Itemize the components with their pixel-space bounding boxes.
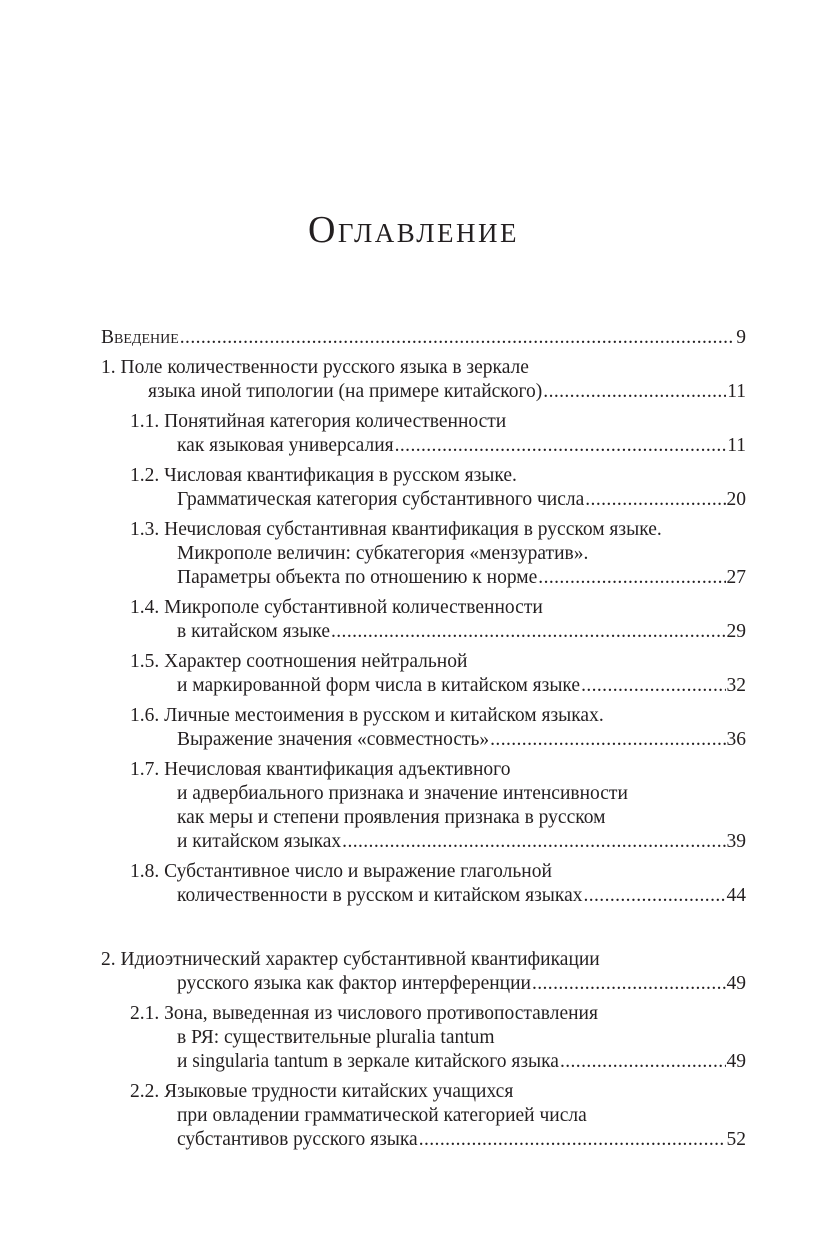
toc-page-number: 49 (726, 973, 746, 994)
toc-leader-dots (490, 728, 725, 752)
toc-entry-last-line (101, 326, 746, 350)
toc-entry-section-1-1[interactable] (101, 410, 746, 458)
toc-page-number: 44 (726, 885, 746, 906)
toc-entry-section-1-2[interactable] (101, 464, 746, 512)
toc-page-number: 32 (726, 675, 746, 696)
toc-entry-last-line (130, 488, 746, 512)
toc-entry-last-line (101, 972, 746, 996)
toc-entry-text: субстантивов русского языка (177, 1129, 418, 1150)
toc-entry-line: 1.3. Нечисловая субстантивная квантификация в русском языке. (130, 519, 662, 540)
toc-entry-line: 2.1. Зона, выведенная из числового противопоставления (130, 1003, 598, 1024)
toc-leader-dots (395, 434, 727, 458)
toc-entry-text: Параметры объекта по отношению к норме (177, 567, 538, 588)
toc-page-number: 49 (726, 1051, 746, 1072)
toc-entry-last-line (130, 620, 746, 644)
toc-page-number: 36 (726, 729, 746, 750)
toc-entry-section-2-1[interactable] (101, 1002, 746, 1074)
toc-leader-dots (532, 972, 726, 996)
toc-entry-line: при овладении грамматической категорией числа (177, 1105, 587, 1126)
toc-entry-last-line (130, 884, 746, 908)
toc-leader-dots (538, 566, 725, 590)
toc-leader-dots (331, 620, 726, 644)
toc-entry-line: 2. Идиоэтнический характер субстантивной квантификации (101, 949, 600, 970)
toc-entry-chapter-2[interactable] (101, 948, 746, 996)
toc-leader-dots (419, 1128, 726, 1152)
toc-entry-line: 1.5. Характер соотношения нейтральной (130, 651, 468, 672)
toc-leader-dots (583, 884, 725, 908)
toc-entry-section-2-2[interactable] (101, 1080, 746, 1152)
toc-entry-section-1-4[interactable] (101, 596, 746, 644)
toc-entry-line: 1.4. Микрополе субстантивной количественности (130, 597, 543, 618)
toc-entry-line: 1.6. Личные местоимения в русском и китайском языках. (130, 705, 604, 726)
toc-page-number: 27 (726, 567, 746, 588)
page-title: Оглавление (307, 209, 520, 251)
toc-entry-text: в китайском языке (177, 621, 330, 642)
toc-entry-section-1-3[interactable] (101, 518, 746, 590)
toc-leader-dots (543, 380, 726, 404)
toc-entry-section-1-8[interactable] (101, 860, 746, 908)
toc-entry-line: 1.1. Понятийная категория количественности (130, 411, 507, 432)
toc-entry-text: количественности в русском и китайском языках (177, 885, 583, 906)
toc-entry-section-1-7[interactable] (101, 758, 746, 854)
toc-entry-text: языка иной типологии (на примере китайского) (148, 381, 543, 402)
toc-entry-text: и singularia tantum в зеркале китайского языка (177, 1051, 559, 1072)
toc-entry-last-line (130, 1128, 746, 1152)
toc-page-number: 11 (727, 381, 746, 402)
toc-leader-dots (342, 830, 725, 854)
toc-entry-text: как языковая универсалия (177, 435, 394, 456)
toc-entry-text: и китайском языках (177, 831, 342, 852)
toc-entry-text: Введение (101, 327, 179, 348)
toc-entry-line: 1.7. Нечисловая квантификация адъективного (130, 759, 511, 780)
toc-entry-text: Грамматическая категория субстантивного числа (177, 489, 585, 510)
toc-page-number: 20 (726, 489, 746, 510)
toc-entry-line: 2.2. Языковые трудности китайских учащихся (130, 1081, 514, 1102)
table-of-contents (101, 326, 746, 1158)
toc-entry-last-line (101, 380, 746, 404)
toc-entry-introduction[interactable] (101, 326, 746, 350)
toc-entry-last-line (130, 434, 746, 458)
toc-page-number: 29 (726, 621, 746, 642)
toc-page-number: 11 (727, 435, 746, 456)
toc-leader-dots (585, 488, 725, 512)
toc-entry-section-1-5[interactable] (101, 650, 746, 698)
toc-entry-last-line (130, 728, 746, 752)
toc-page-number: 9 (736, 327, 746, 348)
toc-entry-last-line (130, 566, 746, 590)
toc-entry-section-1-6[interactable] (101, 704, 746, 752)
toc-entry-last-line (130, 1050, 746, 1074)
toc-entry-text: Выражение значения «совместность» (177, 729, 490, 750)
toc-entry-last-line (130, 830, 746, 854)
toc-entry-chapter-1[interactable] (101, 356, 746, 404)
toc-entry-line: 1.8. Субстантивное число и выражение глагольной (130, 861, 552, 882)
toc-leader-dots (560, 1050, 726, 1074)
toc-entry-line: как меры и степени проявления признака в русском (177, 807, 606, 828)
toc-entry-line: Микрополе величин: субкатегория «мензуратив». (177, 543, 589, 564)
toc-leader-dots (581, 674, 725, 698)
toc-entry-line: 1. Поле количественности русского языка в зеркале (101, 357, 529, 378)
toc-entry-line: в РЯ: существительные pluralia tantum (177, 1027, 495, 1048)
toc-page-number: 39 (726, 831, 746, 852)
toc-entry-text: русского языка как фактор интерференции (177, 973, 531, 994)
toc-leader-dots (180, 326, 735, 350)
toc-entry-text: и маркированной форм числа в китайском языке (177, 675, 581, 696)
toc-entry-line: 1.2. Числовая квантификация в русском языке. (130, 465, 517, 486)
toc-page-number: 52 (726, 1129, 746, 1150)
toc-entry-last-line (130, 674, 746, 698)
toc-entry-line: и адвербиального признака и значение интенсивности (177, 783, 628, 804)
